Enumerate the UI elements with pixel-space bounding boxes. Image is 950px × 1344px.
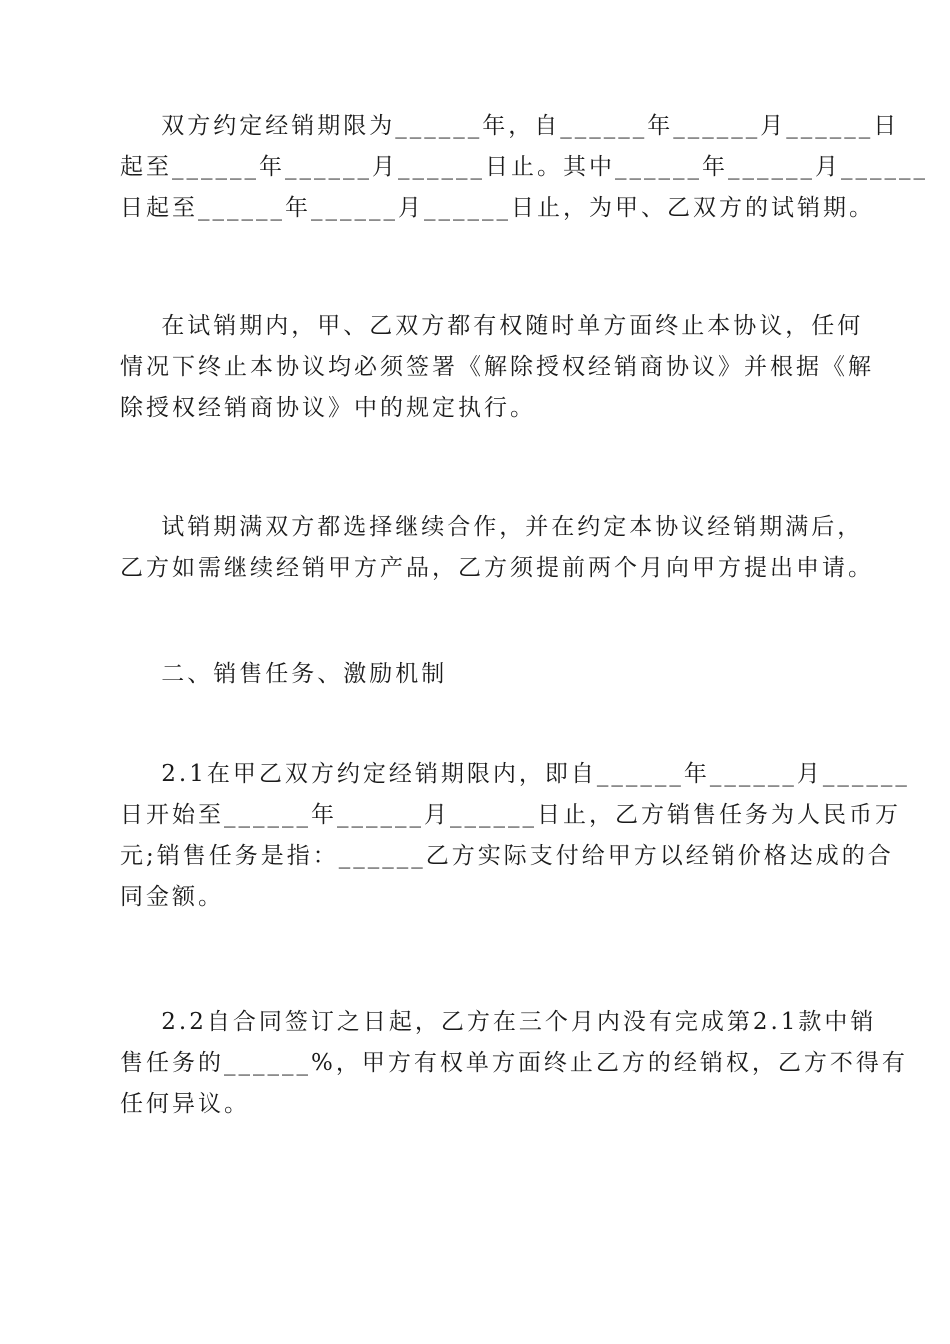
text-line: 2.1在甲乙双方约定经销期限内，即自______年______月______ [120,761,910,787]
text-line: 任何异议。 [120,1091,250,1117]
text-line: 试销期满双方都选择继续合作，并在约定本协议经销期满后， [120,514,864,540]
text-line: 日起至______年______月______日止，为甲、乙双方的试销期。 [120,195,875,221]
text-line: 除授权经销商协议》中的规定执行。 [120,395,536,421]
text-line: 同金额。 [120,884,224,910]
text-line: 日开始至______年______月______日止，乙方销售任务为人民币万 [120,802,901,828]
text-line: 元;销售任务是指：______乙方实际支付给甲方以经销价格达成的合 [120,843,894,869]
text-line: 售任务的______%，甲方有权单方面终止乙方的经销权，乙方不得有 [120,1050,908,1076]
section-heading-sales-task [120,654,834,695]
text-line: 乙方如需继续经销甲方产品，乙方须提前两个月向甲方提出申请。 [120,555,874,581]
text-line: 在试销期内，甲、乙双方都有权随时单方面终止本协议，任何 [120,313,864,339]
text-line: 双方约定经销期限为______年，自______年______月______日 [120,113,900,139]
paragraph-trial-termination [120,306,874,429]
text-line: 二、销售任务、激励机制 [120,661,448,687]
paragraph-clause-2-2 [120,1002,908,1125]
text-line: 2.2自合同签订之日起，乙方在三个月内没有完成第2.1款中销 [120,1009,877,1035]
paragraph-term-period [120,106,928,229]
text-line: 起至______年______月______日止。其中______年______月______ [120,154,928,180]
paragraph-renewal [120,507,874,589]
text-line: 情况下终止本协议均必须签署《解除授权经销商协议》并根据《解 [120,354,874,380]
paragraph-clause-2-1 [120,754,910,918]
